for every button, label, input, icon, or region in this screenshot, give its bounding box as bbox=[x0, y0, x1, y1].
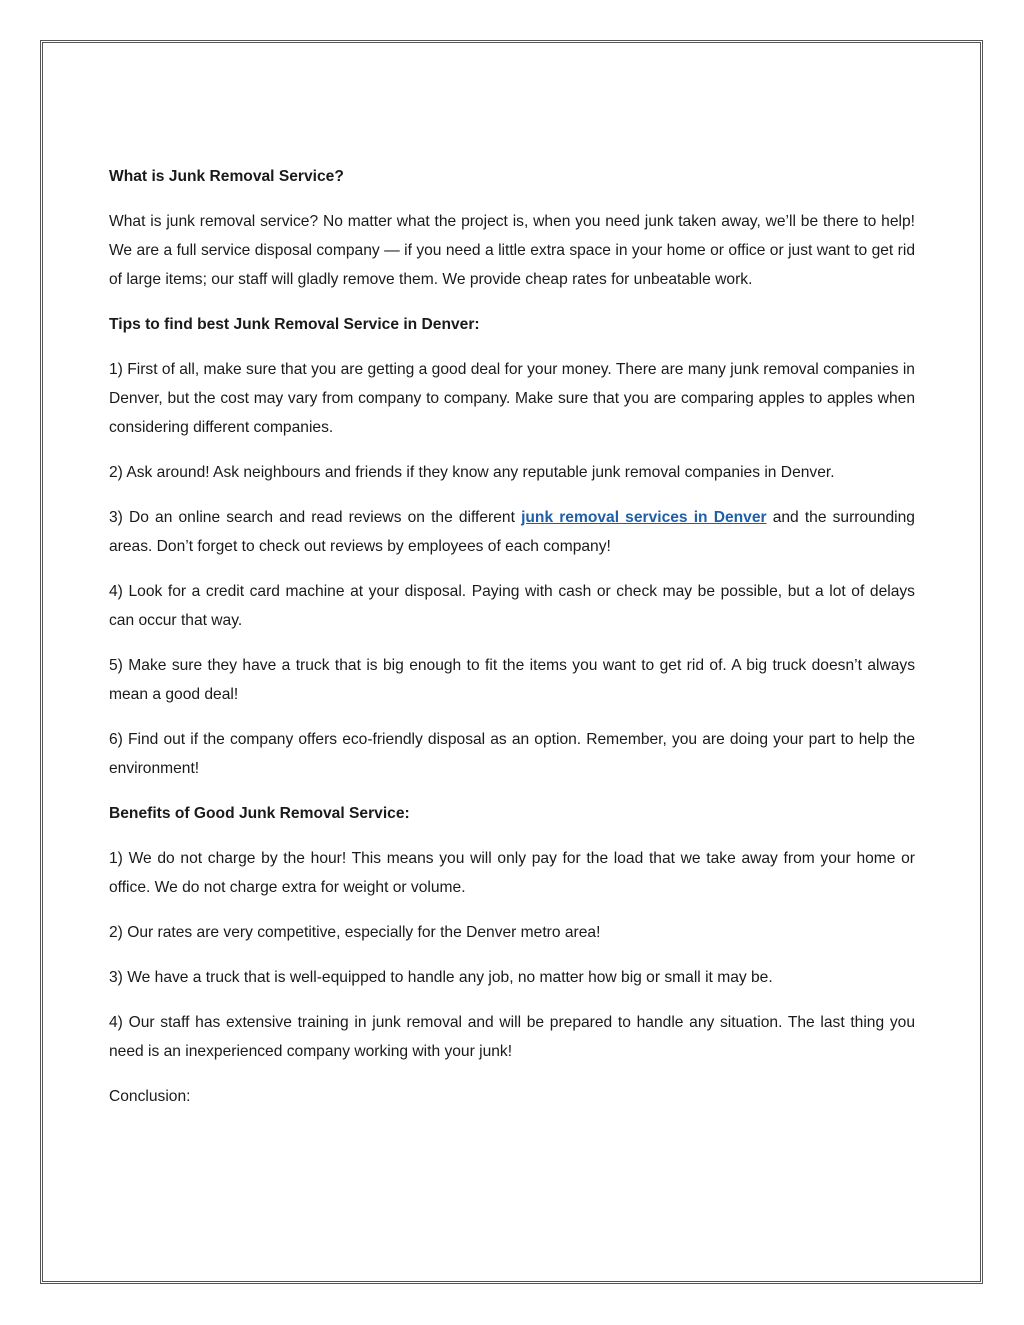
benefit-number: 2) bbox=[109, 924, 123, 941]
tip-number: 5) bbox=[109, 657, 123, 674]
tip-number: 3) bbox=[109, 509, 123, 526]
tip-text-after-link: and the surrounding areas. Don’t forget to check out reviews by employees of each company! bbox=[109, 509, 915, 555]
tip-item-1 bbox=[109, 355, 915, 442]
benefit-text: We have a truck that is well-equipped to handle any job, no matter how big or small it may be. bbox=[127, 969, 773, 986]
benefit-number: 1) bbox=[109, 850, 123, 867]
conclusion-label: Conclusion: bbox=[109, 1088, 191, 1105]
document-body bbox=[109, 162, 915, 1127]
tip-item-2 bbox=[109, 458, 915, 487]
section-heading-benefits: Benefits of Good Junk Removal Service: bbox=[109, 805, 410, 822]
tip-text: Ask around! Ask neighbours and friends if they know any reputable junk removal companies in Denver. bbox=[126, 464, 835, 481]
section-heading-tips: Tips to find best Junk Removal Service in Denver: bbox=[109, 316, 480, 333]
junk-removal-link[interactable]: junk removal services in Denver bbox=[521, 509, 767, 526]
tip-number: 1) bbox=[109, 361, 123, 378]
tip-item-5 bbox=[109, 651, 915, 709]
benefit-item-2 bbox=[109, 918, 915, 947]
benefit-text: Our staff has extensive training in junk removal and will be prepared to handle any situation. The last thing you need is an inexperienced company working with your junk! bbox=[109, 1014, 915, 1060]
benefit-item-1 bbox=[109, 844, 915, 902]
tip-item-3 bbox=[109, 503, 915, 561]
tip-number: 2) bbox=[109, 464, 123, 481]
tip-text: Look for a credit card machine at your disposal. Paying with cash or check may be possible, but a lot of delays can occur that way. bbox=[109, 583, 915, 629]
tip-item-6 bbox=[109, 725, 915, 783]
benefit-number: 3) bbox=[109, 969, 123, 986]
tip-text: Make sure they have a truck that is big enough to fit the items you want to get rid of. A big truck doesn’t always mean a good deal! bbox=[109, 657, 915, 703]
tip-number: 4) bbox=[109, 583, 123, 600]
tip-text-before-link: Do an online search and read reviews on the different bbox=[129, 509, 515, 526]
benefit-number: 4) bbox=[109, 1014, 123, 1031]
section-heading-what-is: What is Junk Removal Service? bbox=[109, 168, 344, 185]
benefit-text: Our rates are very competitive, especially for the Denver metro area! bbox=[127, 924, 601, 941]
tip-number: 6) bbox=[109, 731, 123, 748]
tip-text: First of all, make sure that you are getting a good deal for your money. There are many junk removal companies in Denver, but the cost may vary from company to company. Make sure that you are comparing apples to apples when considering different companies. bbox=[109, 361, 915, 436]
tip-item-4 bbox=[109, 577, 915, 635]
benefit-text: We do not charge by the hour! This means you will only pay for the load that we take away from your home or office. We do not charge extra for weight or volume. bbox=[109, 850, 915, 896]
benefit-item-4 bbox=[109, 1008, 915, 1066]
benefit-item-3 bbox=[109, 963, 915, 992]
intro-paragraph: What is junk removal service? No matter what the project is, when you need junk taken away, we’ll be there to help! We are a full service disposal company — if you need a little extra space in your home or office or just want to get rid of large items; our staff will gladly remove them. We provide cheap rates for unbeatable work. bbox=[109, 213, 915, 288]
tip-text: Find out if the company offers eco-friendly disposal as an option. Remember, you are doing your part to help the environment! bbox=[109, 731, 915, 777]
